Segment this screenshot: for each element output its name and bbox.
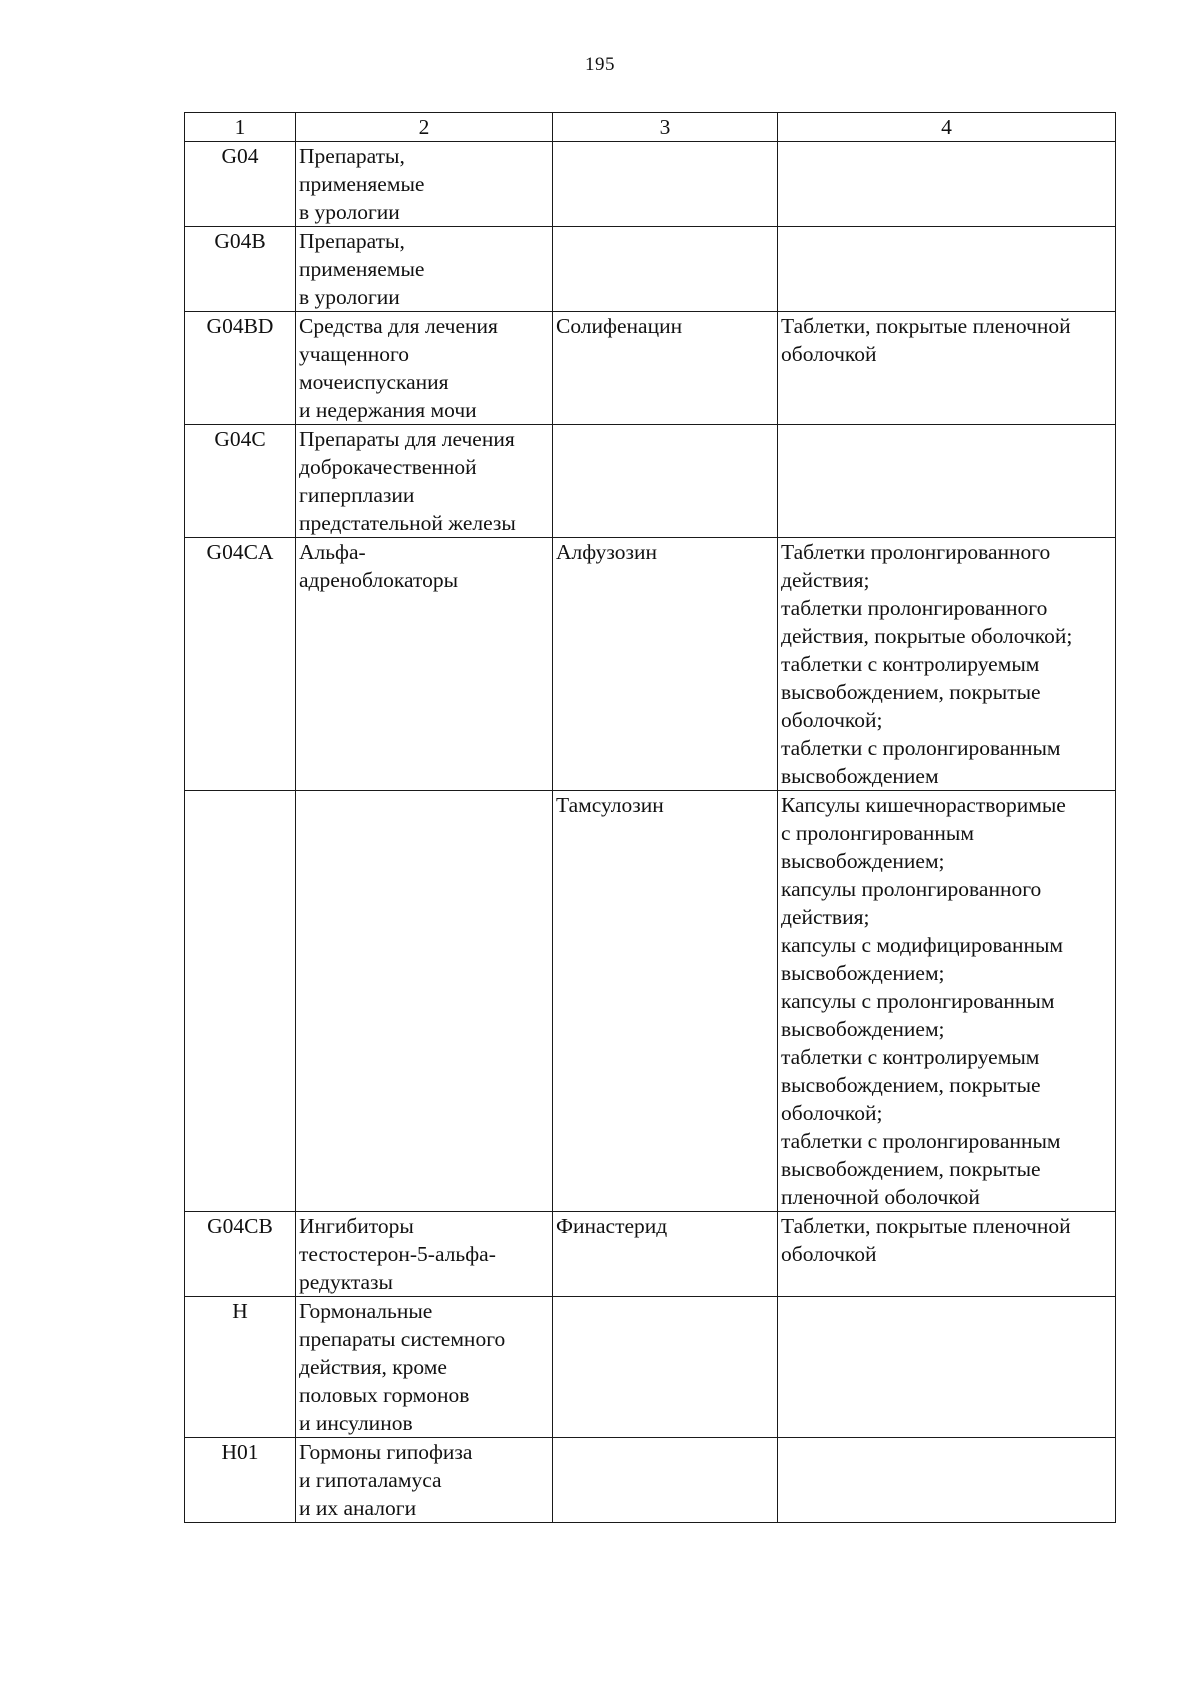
group-name-cell (296, 791, 553, 1212)
column-header: 3 (553, 113, 778, 142)
group-name-cell: Препараты, применяемые в урологии (296, 227, 553, 312)
dosage-form-cell (778, 1438, 1116, 1523)
group-name-cell: Гормональные препараты системного действия, кроме половых гормонов и инсулинов (296, 1297, 553, 1438)
atc-code-cell (185, 791, 296, 1212)
dosage-form-cell (778, 227, 1116, 312)
drug-name-cell (553, 1438, 778, 1523)
drug-name-cell: Финастерид (553, 1212, 778, 1297)
atc-code-cell: G04C (185, 425, 296, 538)
drug-name-cell (553, 425, 778, 538)
table-row (185, 1212, 1116, 1297)
dosage-form-cell: Таблетки, покрытые пленочной оболочкой (778, 1212, 1116, 1297)
drug-name-cell: Солифенацин (553, 312, 778, 425)
column-header: 1 (185, 113, 296, 142)
drug-classification-table (184, 112, 1116, 1523)
atc-code-cell: G04CB (185, 1212, 296, 1297)
atc-code-cell: H01 (185, 1438, 296, 1523)
table-row (185, 425, 1116, 538)
dosage-form-cell (778, 1297, 1116, 1438)
dosage-form-cell (778, 142, 1116, 227)
table-header-row (185, 113, 1116, 142)
group-name-cell: Гормоны гипофиза и гипоталамуса и их аналоги (296, 1438, 553, 1523)
group-name-cell: Препараты, применяемые в урологии (296, 142, 553, 227)
table-row (185, 227, 1116, 312)
dosage-form-cell: Таблетки пролонгированного действия; таблетки пролонгированного действия, покрытые оболочкой; таблетки с контролируемым высвобождением, покрытые оболочкой; таблетки с пролонгированным высвобождением (778, 538, 1116, 791)
atc-code-cell: G04B (185, 227, 296, 312)
atc-code-cell: G04BD (185, 312, 296, 425)
dosage-form-cell: Таблетки, покрытые пленочной оболочкой (778, 312, 1116, 425)
atc-code-cell: G04 (185, 142, 296, 227)
dosage-form-cell: Капсулы кишечнорастворимые с пролонгированным высвобождением; капсулы пролонгированного действия; капсулы с модифицированным высвобождением; капсулы с пролонгированным высвобождением; таблетки с контролируемым высвобождением, покрытые оболочкой; таблетки с пролонгированным высвобождением, покрытые пленочной оболочкой (778, 791, 1116, 1212)
column-header: 4 (778, 113, 1116, 142)
dosage-form-cell (778, 425, 1116, 538)
table-row (185, 791, 1116, 1212)
table-row (185, 312, 1116, 425)
table-row (185, 538, 1116, 791)
group-name-cell: Ингибиторы тестостерон-5-альфа- редуктазы (296, 1212, 553, 1297)
group-name-cell: Препараты для лечения доброкачественной гиперплазии предстательной железы (296, 425, 553, 538)
drug-name-cell (553, 142, 778, 227)
table-body (185, 142, 1116, 1523)
group-name-cell: Альфа- адреноблокаторы (296, 538, 553, 791)
table-row (185, 142, 1116, 227)
page-number: 195 (585, 54, 615, 75)
table-row (185, 1297, 1116, 1438)
group-name-cell: Средства для лечения учащенного мочеиспускания и недержания мочи (296, 312, 553, 425)
drug-name-cell: Алфузозин (553, 538, 778, 791)
atc-code-cell: H (185, 1297, 296, 1438)
drug-name-cell (553, 227, 778, 312)
column-header: 2 (296, 113, 553, 142)
drug-name-cell: Тамсулозин (553, 791, 778, 1212)
atc-code-cell: G04CA (185, 538, 296, 791)
drug-name-cell (553, 1297, 778, 1438)
table-row (185, 1438, 1116, 1523)
